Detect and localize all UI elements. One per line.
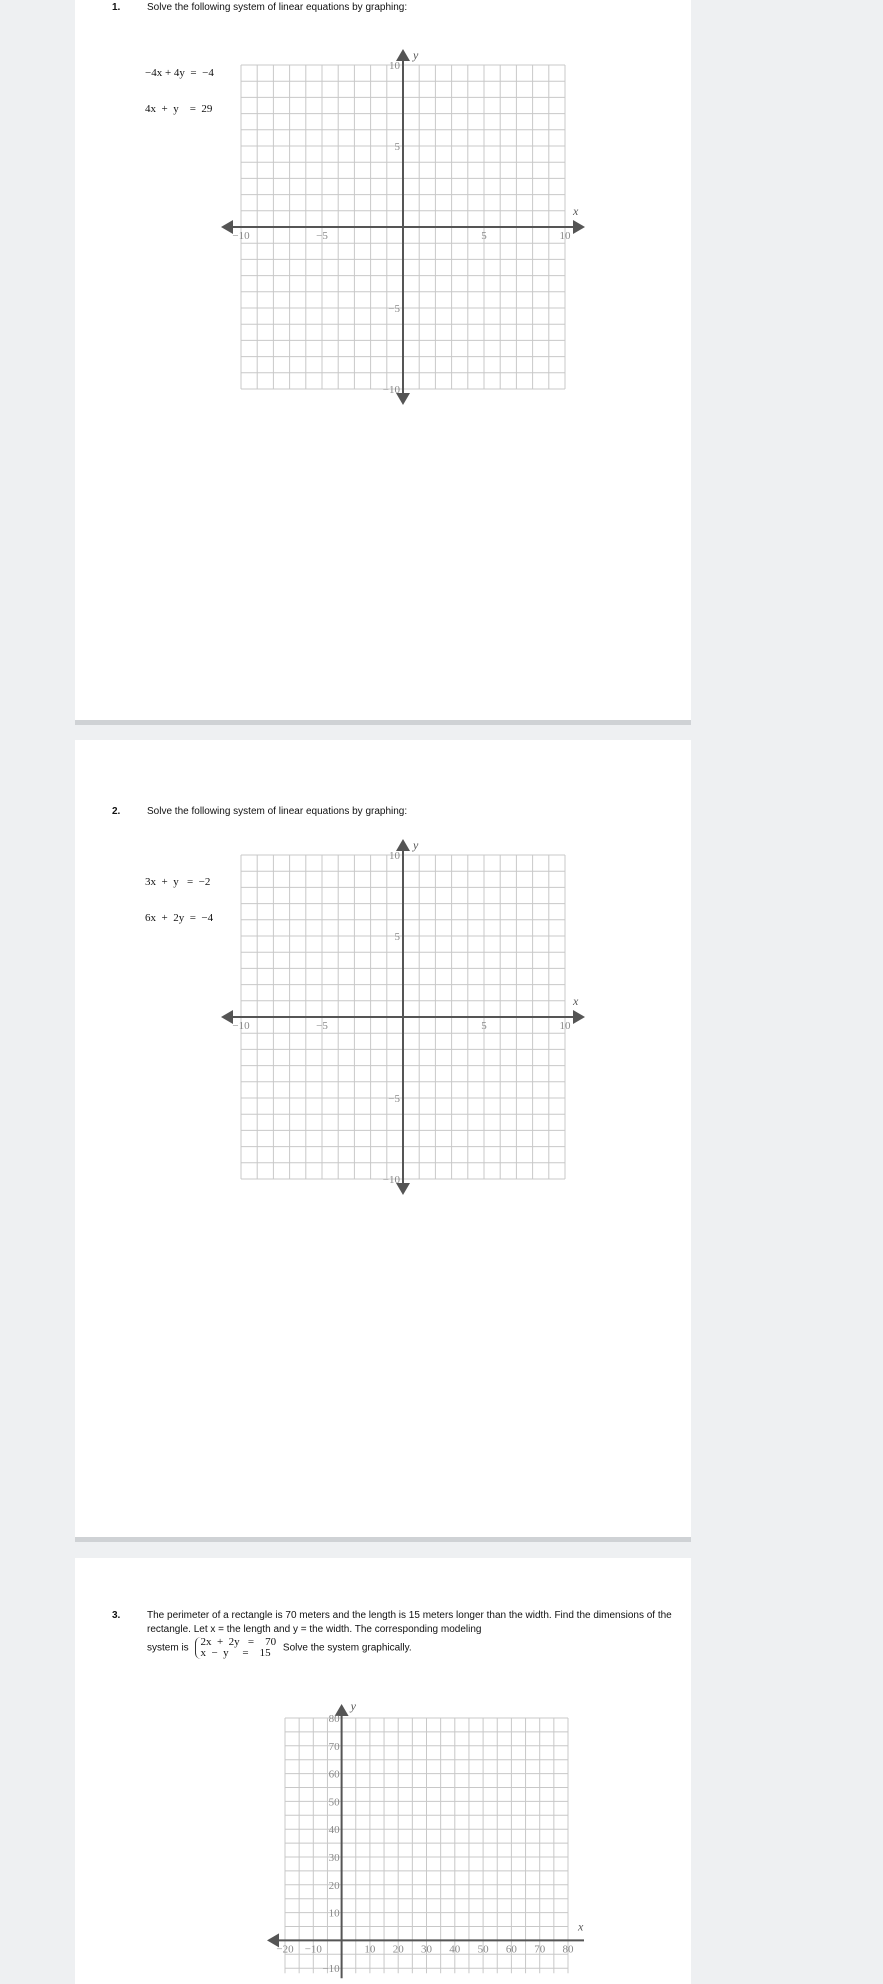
- y-axis-label: y: [413, 48, 419, 62]
- problem-instruction: Solve the following system of linear equations by graphing:: [147, 2, 408, 13]
- y-tick-label: 40: [328, 1824, 340, 1837]
- y-tick-label: −10: [322, 1963, 340, 1976]
- x-axis-arrow-left: [221, 220, 233, 234]
- y-tick-label: −10: [382, 1174, 400, 1186]
- equation-line: 3x + y = −2: [145, 876, 211, 888]
- y-tick-label: 60: [328, 1768, 340, 1781]
- x-axis-label: x: [578, 1919, 584, 1934]
- x-tick-label: −5: [316, 1020, 328, 1032]
- y-axis-label: y: [350, 1699, 356, 1713]
- y-tick-label: 5: [394, 141, 400, 153]
- x-tick-label: 30: [421, 1943, 432, 1956]
- problem-number: 3.: [112, 1610, 121, 1621]
- y-tick-label: 5: [394, 931, 400, 943]
- x-axis-label: x: [573, 994, 579, 1008]
- x-tick-label: 60: [505, 1943, 517, 1956]
- x-tick-label: −20: [276, 1943, 294, 1956]
- x-tick-label: 5: [481, 230, 487, 242]
- y-tick-label: 30: [328, 1852, 340, 1864]
- y-tick-label: 20: [328, 1879, 340, 1892]
- coordinate-grid-graph: [255, 1698, 685, 1984]
- system-is-label: system is: [147, 1642, 189, 1654]
- problem-instruction: Solve the following system of linear equations by graphing:: [147, 806, 408, 817]
- worksheet-page-1: [75, 0, 691, 720]
- x-tick-label: 5: [481, 1020, 487, 1032]
- x-tick-label: 80: [562, 1943, 574, 1956]
- x-axis-arrow-right: [573, 220, 585, 234]
- x-tick-label: −10: [232, 230, 250, 242]
- y-tick-label: −10: [382, 384, 400, 396]
- y-tick-label: 10: [389, 60, 400, 72]
- page-separator: [75, 1537, 691, 1542]
- x-tick-label: 10: [559, 230, 571, 242]
- x-tick-label: −10: [232, 1020, 250, 1032]
- x-tick-label: 20: [392, 1943, 404, 1956]
- y-tick-label: 10: [389, 850, 400, 862]
- problem-number: 1.: [112, 2, 121, 13]
- page-separator: [75, 720, 691, 725]
- equation-line: 6x + 2y = −4: [145, 912, 214, 924]
- x-tick-label: 10: [559, 1020, 571, 1032]
- x-tick-label: −5: [316, 230, 328, 242]
- problem-instruction: Solve the system graphically.: [282, 1642, 412, 1654]
- equation-line: 4x + y = 29: [145, 103, 213, 115]
- equation-line: x − y = 15: [200, 1647, 271, 1659]
- x-tick-label: 40: [449, 1943, 461, 1956]
- x-tick-label: 70: [534, 1943, 546, 1956]
- problem-number: 2.: [112, 806, 121, 817]
- x-axis-arrow-left: [221, 1010, 233, 1024]
- coordinate-grid-graph: [232, 48, 625, 420]
- y-tick-label: 70: [328, 1740, 340, 1753]
- worksheet-page-3: [75, 1558, 691, 1984]
- y-tick-label: 10: [328, 1907, 340, 1920]
- inline-equation-system: [195, 1637, 276, 1659]
- worksheet-page-2: [75, 740, 691, 1540]
- x-tick-label: −10: [304, 1943, 322, 1956]
- y-tick-label: 50: [328, 1796, 340, 1809]
- problem-text: The perimeter of a rectangle is 70 meters and the length is 15 meters longer than the width. Find the dimensions of the rectangle. Let x = the length and y = the width. The corresponding modeling: [147, 1610, 672, 1635]
- x-axis-arrow-right: [573, 1010, 585, 1024]
- equation-system: [145, 852, 213, 948]
- x-tick-label: 10: [364, 1943, 376, 1956]
- y-axis-label: y: [413, 838, 419, 852]
- y-tick-label: 80: [328, 1713, 340, 1725]
- equation-line: −4x + 4y = −4: [145, 67, 214, 79]
- y-tick-label: −5: [388, 303, 400, 315]
- word-problem-text: [147, 1609, 677, 1659]
- coordinate-grid-graph: [232, 838, 625, 1210]
- equation-system: [145, 43, 214, 139]
- equation-line: 2x + 2y = 70: [200, 1636, 277, 1648]
- x-axis-label: x: [573, 204, 579, 218]
- x-tick-label: 50: [477, 1943, 489, 1956]
- y-tick-label: −5: [388, 1093, 400, 1105]
